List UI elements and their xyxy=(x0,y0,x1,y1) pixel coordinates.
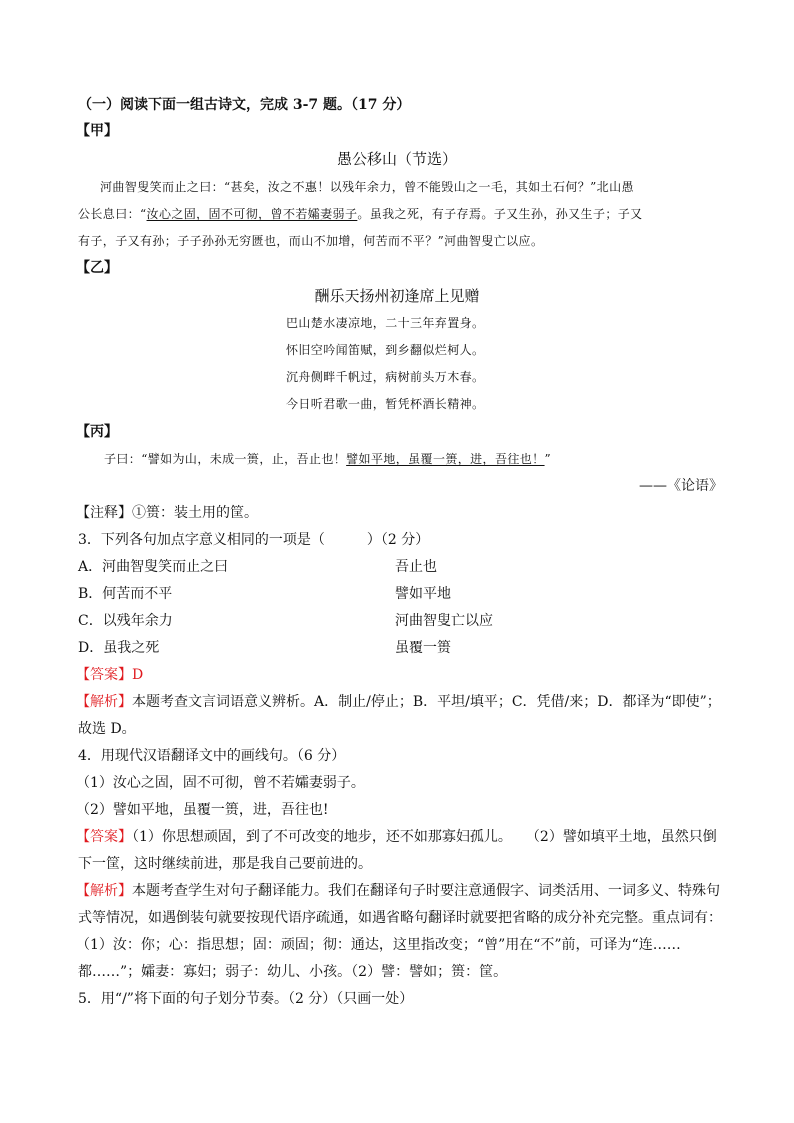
q3-option-b: B．何苦而不平 譬如平地 xyxy=(78,586,451,602)
jia-title: 愚公移山（节选） xyxy=(336,150,457,168)
yi-title: 酬乐天扬州初逢席上见赠 xyxy=(314,287,480,305)
underlined-sentence-1: 汝心之固，固不可彻，曾不若孀妻弱子 xyxy=(146,207,358,221)
q4-answer-1: 【答案】（1）你思想顽固，到了不可改变的地步，还不如那寡妇孤儿。 （2）譬如填平土地，虽然只倒 xyxy=(76,829,717,845)
q3-analysis-2: 故选 D。 xyxy=(78,721,136,737)
q4-sentence-2: （2）譬如平地，虽覆一篑，进，吾往也! xyxy=(76,802,329,818)
q4-analysis-4: 都……”；孀妻：寡妇；弱子：幼儿、小孩。（2）譬：譬如；篑：筐。 xyxy=(78,964,508,980)
jia-line-2: 公长息曰：“汝心之固，固不可彻，曾不若孀妻弱子。虽我之死，有子存焉。子又生孙，孙又生子；子又 xyxy=(78,207,643,221)
q3-stem: 3．下列各句加点字意义相同的一项是（ ）（2 分） xyxy=(78,532,430,548)
q4-answer-2: 下一筐，这时继续前进，那是我自己要前进的。 xyxy=(78,856,372,872)
label-bing: 【丙】 xyxy=(76,424,118,440)
underlined-sentence-2: 譬如平地，虽覆一篑，进，吾往也！ xyxy=(346,452,545,466)
label-yi: 【乙】 xyxy=(76,260,118,276)
q3-analysis-1: 【解析】本题考查文言词语意义辨析。A．制止/停止；B．平坦/填平；C．凭借/来；D．都译为“即使”； xyxy=(76,694,721,710)
q5-stem: 5．用“/”将下面的句子划分节奏。（2 分）（只画一处） xyxy=(78,991,414,1007)
poem-line-3: 沉舟侧畔千帆过，病树前头万木春。 xyxy=(286,370,485,384)
bing-quote: 子曰：“譬如为山，未成一篑，止，吾止也！譬如平地，虽覆一篑，进，吾往也！” xyxy=(104,452,552,466)
jia-line-1: 河曲智叟笑而止之曰：“甚矣，汝之不惠！以残年余力，曾不能毁山之一毛，其如土石何？”北山愚 xyxy=(100,180,634,194)
poem-line-4: 今日听君歌一曲，暂凭杯酒长精神。 xyxy=(286,397,485,411)
q4-analysis-1: 【解析】本题考查学生对句子翻译能力。我们在翻译句子时要注意通假字、词类活用、一词多义、特殊句 xyxy=(76,883,720,899)
jia-line-3: 有子，子又有孙；子子孙孙无穷匮也，而山不加增，何苦而不平？”河曲智叟亡以应。 xyxy=(78,234,544,248)
label-jia: 【甲】 xyxy=(76,123,118,139)
bing-source: ——《论语》 xyxy=(639,478,723,494)
q4-sentence-1: （1）汝心之固，固不可彻，曾不若孀妻弱子。 xyxy=(76,775,365,791)
q3-option-c: C．以残年余力 河曲智叟亡以应 xyxy=(78,613,493,629)
q4-stem: 4．用现代汉语翻译文中的画线句。（6 分） xyxy=(78,748,346,764)
q3-answer: 【答案】D xyxy=(76,667,144,683)
q3-option-a: A．河曲智叟笑而止之曰 吾止也 xyxy=(78,559,437,575)
q4-analysis-3: （1）汝：你；心：指思想；固：顽固；彻：通达，这里指改变；“曾”用在“不”前，可译为“连…… xyxy=(76,937,681,953)
poem-line-2: 怀旧空吟闻笛赋，到乡翻似烂柯人。 xyxy=(286,343,485,357)
q3-option-d: D．虽我之死 虽覆一篑 xyxy=(78,640,451,656)
section-title: （一）阅读下面一组古诗文，完成 3-7 题。（17 分） xyxy=(78,97,411,113)
annotation-note: 【注释】①篑：装土用的筐。 xyxy=(76,505,258,521)
poem-line-1: 巴山楚水凄凉地，二十三年弃置身。 xyxy=(286,316,485,330)
q4-analysis-2: 式等情况，如遇倒装句就要按现代语序疏通，如遇省略句翻译时就要把省略的成分补充完整。重点词有： xyxy=(78,910,722,926)
